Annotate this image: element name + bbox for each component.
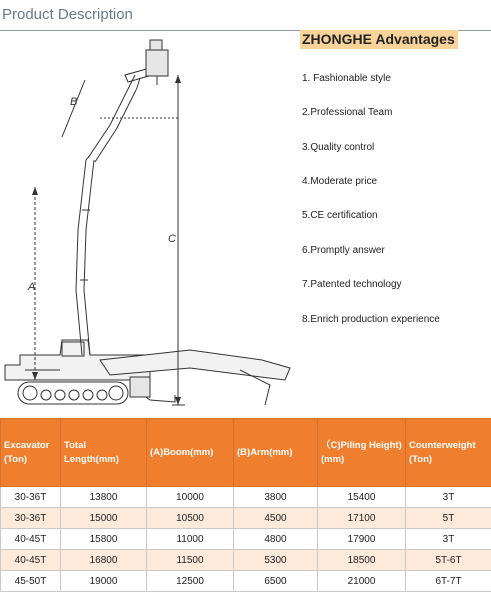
table-cell: 15800 (61, 529, 147, 550)
table-cell: 5T-6T (406, 550, 491, 571)
column-header: （C)Piling Height)(mm) (318, 419, 406, 487)
table-row (1, 487, 491, 508)
label-a: A (28, 281, 36, 293)
table-cell: 15400 (318, 487, 406, 508)
table-cell: 21000 (318, 571, 406, 592)
column-header: (B)Arm(mm) (234, 419, 318, 487)
advantage-item: 6.Promptly answer (302, 245, 385, 256)
advantage-item: 3.Quality control (302, 142, 375, 153)
table-cell: 3T (406, 529, 491, 550)
table-cell: 11500 (147, 550, 234, 571)
advantage-item: 2.Professional Team (302, 107, 393, 118)
table-cell: 30-36T (1, 487, 61, 508)
advantages-title: ZHONGHE Advantages (300, 30, 458, 49)
table-cell: 4500 (234, 508, 318, 529)
table-cell: 4800 (234, 529, 318, 550)
advantage-item: 8.Enrich production experience (302, 314, 440, 325)
table-cell: 6500 (234, 571, 318, 592)
label-b: B (70, 96, 78, 108)
column-header: (A)Boom(mm) (147, 419, 234, 487)
table-row (1, 571, 491, 592)
table-header-row (1, 419, 491, 487)
table-cell: 10000 (147, 487, 234, 508)
column-header: Counterweight (Ton) (406, 419, 491, 487)
table-cell: 10500 (147, 508, 234, 529)
table-cell: 30-36T (1, 508, 61, 529)
table-cell: 6T-7T (406, 571, 491, 592)
table-cell: 40-45T (1, 529, 61, 550)
long-boom (76, 155, 94, 355)
table-cell: 17100 (318, 508, 406, 529)
table-cell: 15000 (61, 508, 147, 529)
spec-table (0, 418, 491, 592)
section-header (0, 0, 491, 31)
table-row (1, 508, 491, 529)
advantage-item: 4.Moderate price (302, 176, 378, 187)
table-cell: 3800 (234, 487, 318, 508)
vibro-hammer (146, 50, 168, 76)
table-cell: 5300 (234, 550, 318, 571)
table-cell: 3T (406, 487, 491, 508)
table-cell: 12500 (147, 571, 234, 592)
dimension-b (62, 80, 85, 137)
advantage-item: 5.CE certification (302, 210, 378, 221)
table-cell: 17900 (318, 529, 406, 550)
table-cell: 45-50T (1, 571, 61, 592)
label-c: C (168, 233, 176, 245)
table-cell: 11000 (147, 529, 234, 550)
track-wheels (23, 386, 123, 400)
table-cell: 16800 (61, 550, 147, 571)
advantage-item: 7.Patented technology (302, 279, 402, 290)
table-cell: 18500 (318, 550, 406, 571)
section-title: Product Description (2, 6, 133, 23)
column-header: Total Length(mm) (61, 419, 147, 487)
table-cell: 5T (406, 508, 491, 529)
advantage-item: 1. Fashionable style (302, 73, 391, 84)
table-cell: 40-45T (1, 550, 61, 571)
table-row (1, 529, 491, 550)
column-header: Excavator (Ton) (1, 419, 61, 487)
table-cell: 19000 (61, 571, 147, 592)
excavator-diagram (0, 30, 300, 415)
table-cell: 13800 (61, 487, 147, 508)
track-outline (18, 382, 128, 404)
table-row (1, 550, 491, 571)
